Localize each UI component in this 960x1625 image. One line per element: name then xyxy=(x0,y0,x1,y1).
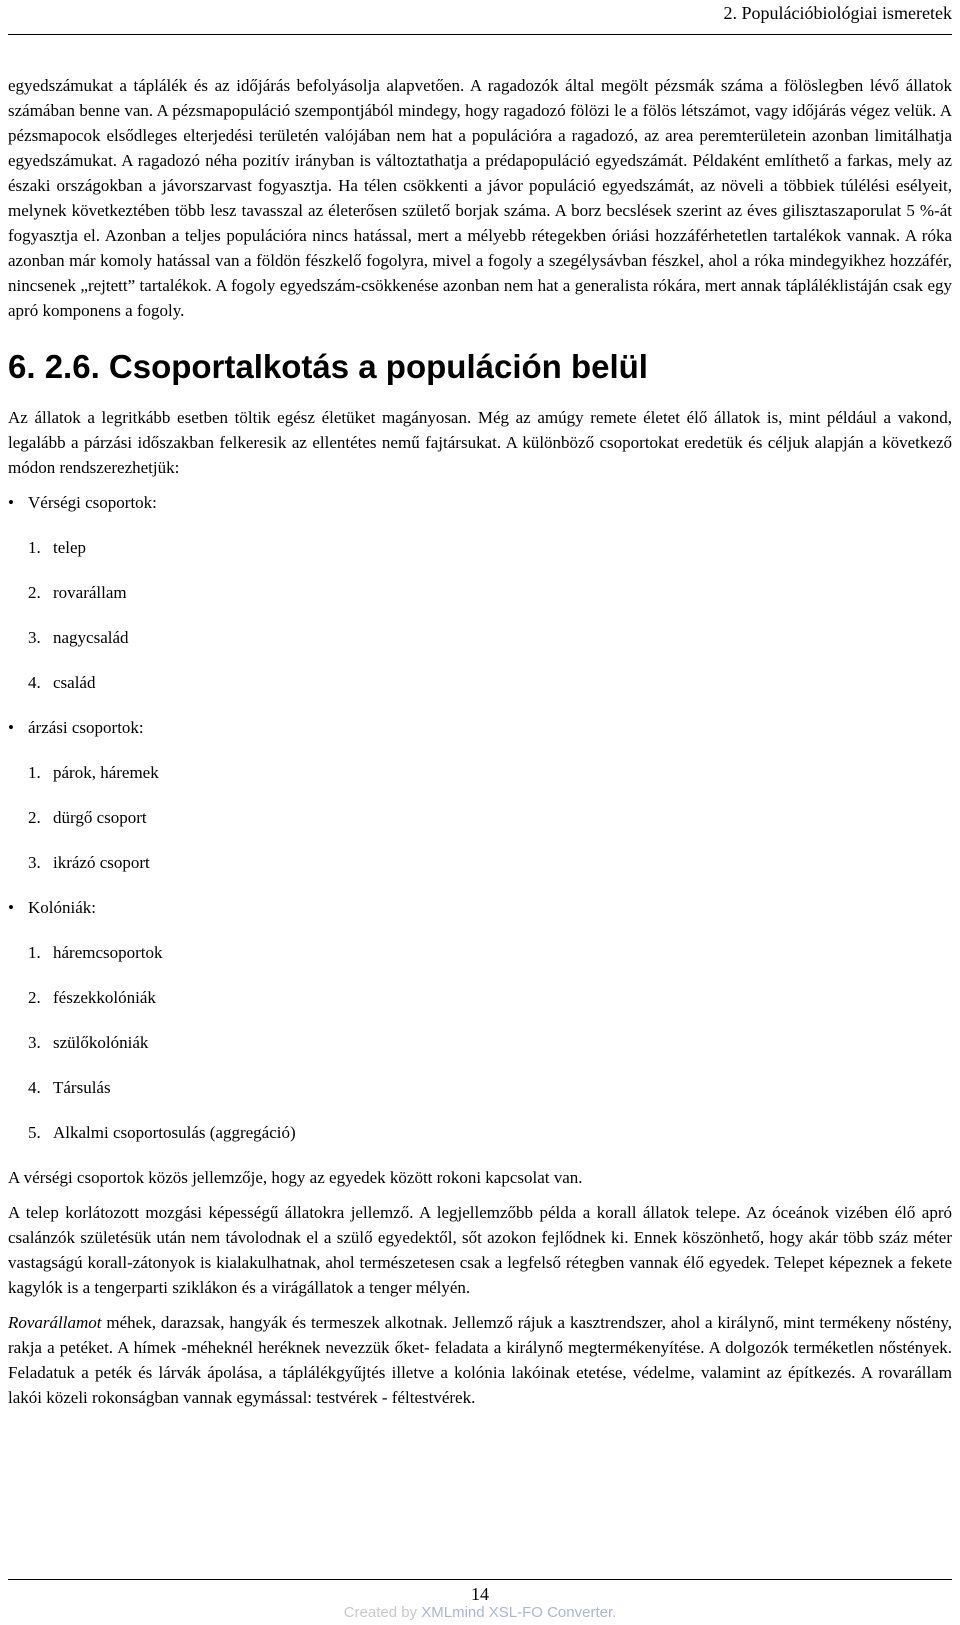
list-item: 1. párok, háremek xyxy=(28,763,159,782)
paragraph-colony: A telep korlátozott mozgási képességű állatokra jellemző. A legjellemzőbb példa a korall állatok telepe. Az óceánok vizében élő apró csalánzók születésük után nem távolodnak el a szülő egyedektől, sőt azokon fejlődnek ki. Ennek köszönhető, hogy akár több száz méter vastagságú korall-zátonyok is kialakulhatnak, ahol természetesen csak a legfelső rétegben vannak élő egyedek. Telepet képeznek a fekete kagylók is a tengerparti sziklákon és a virágállatok a tenger mélyén. xyxy=(8,1203,952,1297)
list-item: 3. szülőkolóniák xyxy=(28,1033,149,1052)
list-item: 3. ikrázó csoport xyxy=(28,853,150,872)
watermark-brand: XMLmind XSL-FO Converter xyxy=(421,1604,613,1621)
list-item: 4. család xyxy=(28,673,96,692)
bullet-icon: • xyxy=(8,898,14,917)
bullet-icon: • xyxy=(8,493,14,512)
header-divider xyxy=(8,34,952,35)
list-item: 5. Alkalmi csoportosulás (aggregáció) xyxy=(28,1123,296,1142)
paragraph-group-intro: Az állatok a legritkább esetben töltik egész életüket magányosan. Még az amúgy remete életet élő állatok is, mint például a vakond, legalább a párzási időszakban felkeresik az ellentétes nemű fajtársukat. A különböző csoportokat eredetük és céljuk alapján a következő módon rendszerezhetjük: xyxy=(8,408,952,477)
group-blood xyxy=(8,490,952,695)
paragraph-predation: egyedszámukat a táplálék és az időjárás befolyásolja alapvetően. A ragadozók által megölt pézsmák száma a fölöslegben lévő állatok számában benne van. A pézsmapopuláció szempontjából mindegy, hogy ragadozó fölözi le a fölös létszámot, vagy időjárás végez velük. A pézsmapocok elsődleges elterjedési területén valójában nem hat a populációra a ragadozó, az area peremterületein azonban limitálhatja egyedszámukat. A ragadozó néha pozitív irányban is változtathatja a prédapopuláció egyedszámát. Példaként említhető a farkas, mely az északi országokban a jávorszarvast fogyasztja. Ha télen csökkenti a jávor populáció egyedszámát, az növeli a többiek túlélési esélyeit, melynek következtében több lesz tavasszal az életerősen születő borjak száma. A borz becslések szerint az éves gilisztaszaporulat 5 %-át fogyasztja el. Azonban a teljes populációra nincs hatással, mert a mélyebb rétegekben óriási hozzáférhetetlen tartalékok vannak. A róka azonban már komoly hatással van a földön fészkelő fogolyra, mivel a fogoly a szegélysávban fészkel, ahol a róka mindegyikhez hozzáfér, nincsenek „rejtett” tartalékok. A fogoly egyedszám-csökkenése azonban nem hat a generalista rókára, mert annak tápláléklistáján csak egy apró komponens a fogoly. xyxy=(8,76,952,320)
converter-watermark: Created by XMLmind XSL-FO Converter. xyxy=(343,1604,617,1621)
list-item: 2. fészekkolóniák xyxy=(28,988,156,1007)
group-label: Vérségi csoportok: xyxy=(28,493,157,512)
list-item: 1. telep xyxy=(28,538,87,557)
running-header: 2. Populációbiológiai ismeretek xyxy=(723,3,952,23)
paragraph-insect-state xyxy=(8,1310,952,1410)
list-item: 2. dürgő csoport xyxy=(28,808,147,827)
group-colonies xyxy=(8,895,952,1145)
emphasized-term: Rovarállamot xyxy=(8,1313,102,1332)
paragraph-blood-groups: A vérségi csoportok közös jellemzője, hogy az egyedek között rokoni kapcsolat van. xyxy=(8,1168,583,1187)
group-list xyxy=(8,490,952,1145)
section-heading: 6. 2.6. Csoportalkotás a populáción belül xyxy=(8,348,648,385)
group-mating xyxy=(8,715,952,875)
page-content xyxy=(8,73,952,1420)
group-items xyxy=(8,535,952,695)
page-number: 14 xyxy=(471,1584,489,1604)
list-item: 4. Társulás xyxy=(28,1078,111,1097)
list-item: 1. háremcsoportok xyxy=(28,943,163,962)
list-item: 2. rovarállam xyxy=(28,583,127,602)
bullet-icon: • xyxy=(8,718,14,737)
group-label: Kolóniák: xyxy=(28,898,96,917)
document-page xyxy=(8,0,952,1625)
group-label: árzási csoportok: xyxy=(28,718,144,737)
list-item: 3. nagycsalád xyxy=(28,628,129,647)
paragraph-text: méhek, darazsak, hangyák és termeszek alkotnak. Jellemző rájuk a kasztrendszer, ahol a királynő, mint termékeny nőstény, rakja a petéket. A hímek -méheknél heréknek nevezzük őket- feladata a királynő megtermékenyítése. A dolgozók terméketlen nőstények. Feladatuk a peték és lárvák ápolása, a táplálékgyűjtés illetve a kolónia lakóinak etetése, védelme, valamint az építkezés. A rovarállam lakói közeli rokonságban vannak egymással: testvérek - féltestvérek. xyxy=(8,1313,952,1407)
group-items xyxy=(8,940,952,1145)
footer-divider xyxy=(8,1579,952,1580)
group-items xyxy=(8,760,952,875)
